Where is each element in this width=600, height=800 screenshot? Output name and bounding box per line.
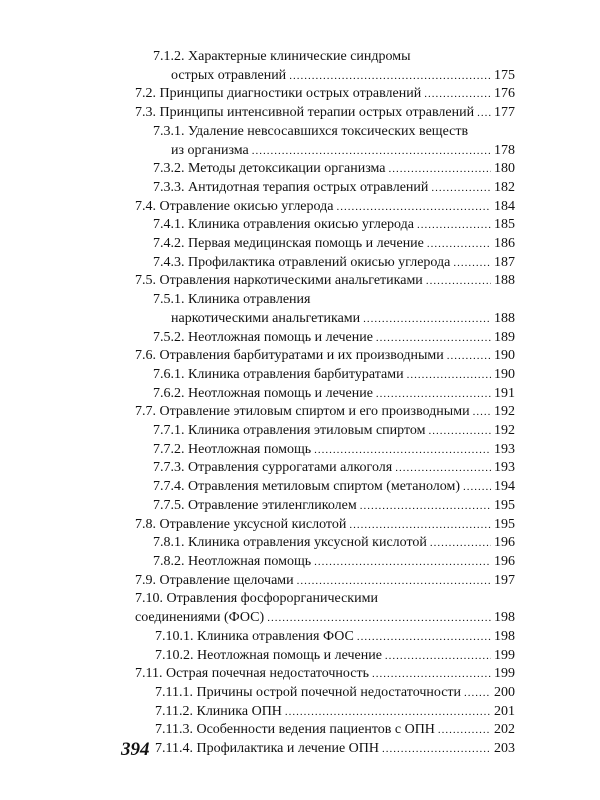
toc-entry-page: 184 — [494, 198, 515, 214]
toc-entry — [135, 254, 515, 273]
toc-entry — [135, 441, 515, 460]
toc-entry — [135, 235, 515, 254]
table-of-contents — [135, 48, 515, 759]
toc-entry-page: 176 — [494, 86, 515, 102]
dot-leader — [360, 497, 491, 516]
toc-entry — [135, 422, 515, 441]
toc-entry-title: 7.7.3. Отравления суррогатами алкоголя — [153, 460, 393, 476]
dot-leader — [267, 609, 491, 628]
toc-entry — [135, 721, 515, 740]
dot-leader — [336, 198, 491, 217]
page-number: 394 — [121, 739, 150, 760]
dot-leader — [382, 740, 491, 759]
toc-entry — [135, 85, 515, 104]
toc-entry-title: 7.7.5. Отравление этиленгликолем — [153, 497, 357, 513]
toc-entry-title: из организма — [171, 142, 249, 158]
toc-entry-title: 7.7.4. Отравления метиловым спиртом (метанолом) — [153, 479, 461, 495]
dot-leader — [285, 703, 491, 722]
toc-entry-page: 195 — [494, 516, 515, 532]
toc-entry-title: 7.8.2. Неотложная помощь — [153, 553, 312, 569]
toc-entry-title: 7.3.3. Антидотная терапия острых отравлений — [153, 179, 429, 195]
toc-entry-title: соединениями (ФОС) — [135, 610, 265, 626]
toc-entry-page: 198 — [494, 610, 515, 626]
toc-entry-page: 190 — [494, 366, 515, 382]
toc-entry-title: 7.9. Отравление щелочами — [135, 572, 294, 588]
toc-entry-page: 188 — [494, 310, 515, 326]
dot-leader — [473, 403, 491, 422]
toc-entry-page: 193 — [494, 460, 515, 476]
toc-entry — [135, 684, 515, 703]
toc-entry-title: 7.5.2. Неотложная помощь и лечение — [153, 329, 373, 345]
dot-leader — [431, 179, 491, 198]
toc-entry — [135, 366, 515, 385]
toc-entry-page: 197 — [494, 572, 515, 588]
dot-leader — [395, 459, 491, 478]
toc-entry-page: 192 — [494, 404, 515, 420]
toc-entry-page: 199 — [494, 647, 515, 663]
toc-entry-title: 7.10.1. Клиника отравления ФОС — [155, 628, 354, 644]
toc-entry-title: 7.11.1. Причины острой почечной недостаточности — [155, 684, 462, 700]
toc-entry — [135, 67, 515, 86]
toc-entry — [135, 609, 515, 628]
dot-leader — [438, 721, 491, 740]
dot-leader — [430, 534, 491, 553]
toc-entry-title: 7.5.1. Клиника отравления — [153, 292, 311, 308]
toc-entry-page: 186 — [494, 236, 515, 252]
toc-entry — [135, 534, 515, 553]
toc-entry-page: 193 — [494, 441, 515, 457]
dot-leader — [376, 385, 491, 404]
dot-leader — [429, 422, 492, 441]
dot-leader — [407, 366, 491, 385]
toc-entry-page: 191 — [494, 385, 515, 401]
toc-entry-page: 178 — [494, 142, 515, 158]
toc-entry-page: 194 — [494, 479, 515, 495]
toc-entry — [135, 553, 515, 572]
toc-entry-title: 7.4.1. Клиника отравления окисью углерода — [153, 217, 414, 233]
toc-entry-title: 7.11.4. Профилактика и лечение ОПН — [155, 741, 380, 757]
toc-entry — [135, 740, 515, 759]
toc-entry-title: 7.4. Отравление окисью углерода — [135, 198, 334, 214]
dot-leader — [297, 572, 491, 591]
toc-entry-page: 189 — [494, 329, 515, 345]
toc-entry-page: 187 — [494, 254, 515, 270]
toc-entry-title: 7.3.1. Удаление невсосавшихся токсических веществ — [153, 123, 469, 139]
toc-entry-page: 177 — [494, 105, 515, 121]
dot-leader — [477, 104, 491, 123]
toc-entry — [135, 478, 515, 497]
toc-entry — [135, 216, 515, 235]
toc-entry-title: 7.6.1. Клиника отравления барбитуратами — [153, 366, 404, 382]
toc-entry — [135, 123, 515, 142]
toc-entry — [135, 703, 515, 722]
toc-entry-title: 7.10.2. Неотложная помощь и лечение — [155, 647, 382, 663]
toc-entry-page: 182 — [494, 179, 515, 195]
toc-entry-title: 7.11.3. Особенности ведения пациентов с ОПН — [155, 722, 435, 738]
toc-entry-title: 7.3.2. Методы детоксикации организма — [153, 161, 386, 177]
toc-entry — [135, 647, 515, 666]
toc-entry-page: 200 — [494, 684, 515, 700]
toc-entry — [135, 291, 515, 310]
toc-entry — [135, 160, 515, 179]
toc-entry-page: 196 — [494, 535, 515, 551]
dot-leader — [372, 665, 491, 684]
toc-entry — [135, 310, 515, 329]
toc-entry-title: 7.6. Отравления барбитуратами и их производными — [135, 348, 444, 364]
dot-leader — [252, 142, 491, 161]
toc-entry — [135, 272, 515, 291]
dot-leader — [385, 647, 491, 666]
toc-entry-title: наркотическими анальгетиками — [171, 310, 361, 326]
toc-entry — [135, 329, 515, 348]
toc-entry — [135, 48, 515, 67]
toc-entry-title: 7.3. Принципы интенсивной терапии острых отравлений — [135, 105, 475, 121]
toc-entry-page: 202 — [494, 722, 515, 738]
toc-entry — [135, 665, 515, 684]
toc-entry-title: 7.6.2. Неотложная помощь и лечение — [153, 385, 373, 401]
toc-entry-page: 195 — [494, 497, 515, 513]
toc-entry — [135, 104, 515, 123]
toc-entry — [135, 385, 515, 404]
dot-leader — [357, 628, 491, 647]
toc-entry — [135, 497, 515, 516]
toc-entry-title: 7.2. Принципы диагностики острых отравлений — [135, 86, 422, 102]
dot-leader — [424, 85, 491, 104]
toc-entry-title: 7.8.1. Клиника отравления уксусной кислотой — [153, 535, 427, 551]
dot-leader — [426, 272, 491, 291]
toc-entry-title: 7.11.2. Клиника ОПН — [155, 703, 282, 719]
toc-entry-page: 185 — [494, 217, 515, 233]
dot-leader — [314, 441, 491, 460]
toc-entry — [135, 347, 515, 366]
dot-leader — [363, 310, 491, 329]
toc-entry-page: 199 — [494, 666, 515, 682]
toc-entry — [135, 459, 515, 478]
dot-leader — [417, 216, 491, 235]
dot-leader — [289, 67, 491, 86]
toc-entry-title: 7.7.2. Неотложная помощь — [153, 441, 312, 457]
toc-entry-title: 7.11. Острая почечная недостаточность — [135, 666, 369, 682]
toc-entry — [135, 198, 515, 217]
dot-leader — [389, 160, 492, 179]
dot-leader — [427, 235, 491, 254]
toc-entry-page: 190 — [494, 348, 515, 364]
dot-leader — [464, 684, 491, 703]
toc-entry — [135, 628, 515, 647]
dot-leader — [376, 329, 491, 348]
toc-entry-page: 198 — [494, 628, 515, 644]
toc-entry — [135, 572, 515, 591]
toc-entry-title: острых отравлений — [171, 67, 287, 83]
toc-entry-page: 192 — [494, 423, 515, 439]
dot-leader — [314, 553, 491, 572]
dot-leader — [447, 347, 491, 366]
toc-entry-title: 7.10. Отравления фосфорорганическими — [135, 591, 378, 607]
toc-entry — [135, 403, 515, 422]
toc-entry-title: 7.7. Отравление этиловым спиртом и его производными — [135, 404, 470, 420]
toc-entry-title: 7.4.3. Профилактика отравлений окисью углерода — [153, 254, 451, 270]
toc-entry — [135, 590, 515, 609]
toc-entry-page: 203 — [494, 741, 515, 757]
toc-entry-page: 175 — [494, 67, 515, 83]
toc-entry-title: 7.4.2. Первая медицинская помощь и лечение — [153, 236, 424, 252]
toc-entry-title: 7.5. Отравления наркотическими анальгетиками — [135, 273, 423, 289]
toc-entry-page: 188 — [494, 273, 515, 289]
toc-entry-title: 7.8. Отравление уксусной кислотой — [135, 516, 347, 532]
dot-leader — [453, 254, 491, 273]
dot-leader — [463, 478, 491, 497]
toc-entry-page: 180 — [494, 161, 515, 177]
toc-entry-title: 7.7.1. Клиника отравления этиловым спиртом — [153, 423, 426, 439]
toc-entry — [135, 142, 515, 161]
dot-leader — [349, 516, 491, 535]
toc-entry-page: 201 — [494, 703, 515, 719]
toc-entry-title: 7.1.2. Характерные клинические синдромы — [153, 49, 411, 64]
toc-entry — [135, 516, 515, 535]
toc-entry — [135, 179, 515, 198]
toc-entry-page: 196 — [494, 553, 515, 569]
